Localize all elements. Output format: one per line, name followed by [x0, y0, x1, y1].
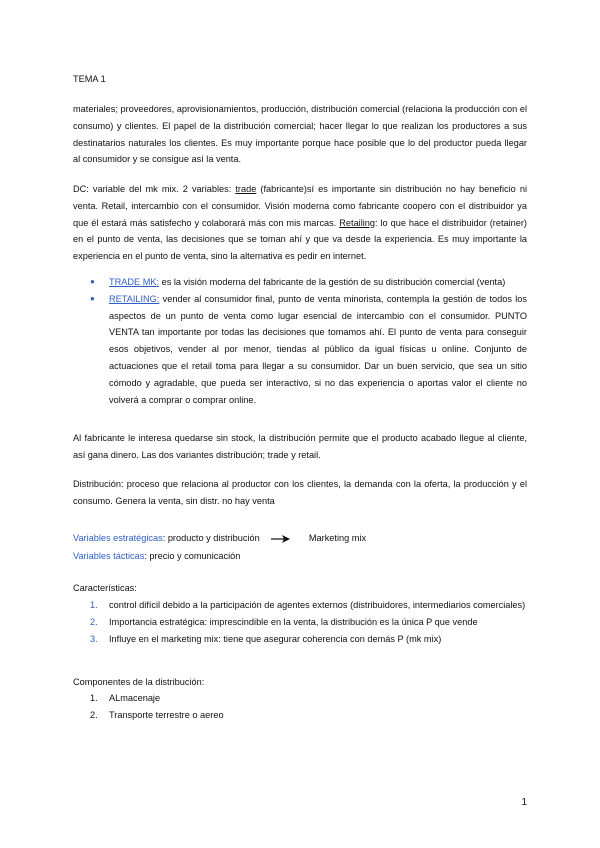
variables-estrategicas-text: : producto y distribución [162, 533, 260, 543]
dc-paragraph [73, 181, 527, 265]
componentes-heading: Componentes de la distribución: [73, 677, 205, 687]
list-item [73, 597, 527, 614]
bullet-text: vender al consumidor final, punto de venta minorista, contempla la gestión de todos los aspectos de un punto de venta como lugar esencial de intercambio con el consumidor. PUNTO VENTA tan importante por todas las decisiones que tomamos ahí. El punto de venta para conseguir esos objetivos, vender al por menor, tiendas al público da igual físicas u online. Conjunto de actuaciones que el retail toma para llegar a su consumidor. Dar un buen servicio, que sea un sitio cómodo y agradable, que pueda ser interactivo, si no das experiencia o aportas valor el cliente no volverá a comprar o comprar online. [109, 293, 527, 405]
list-item [73, 707, 527, 724]
variables-tacticas-label: Variables tácticas [73, 551, 145, 561]
bullet-item-trade-mk [73, 274, 527, 291]
caracteristicas-list [73, 597, 527, 647]
list-number: 1. [90, 600, 98, 610]
variables-estrategicas-line [73, 530, 527, 547]
intro-paragraph: materiales; proveedores, aprovisionamientos, producción, distribución comercial (relaciona la producción con el consumo) y clientes. El papel de la distribución comercial; hacer llegar lo que realizan los productores a sus destinatarios naturales los clientes. Es muy importante porque hace posible que lo del productor pueda llegar al consumidor y se consigue así la venta. [73, 104, 527, 165]
list-text: control difícil debido a la participación de agentes externos (distribuidores, intermediarios comerciales) [109, 600, 526, 610]
componentes-list [73, 690, 527, 724]
fabricante-paragraph: Al fabricante le interesa quedarse sin stock, la distribución permite que el producto acabado llegue al cliente, así gana dinero. Las dos variantes distribución; trade y retail. [73, 433, 527, 460]
caracteristicas-heading: Características: [73, 583, 137, 593]
bullet-dot-icon: ● [90, 277, 95, 286]
list-text: Importancia estratégica: imprescindible en la venta, la distribución es la única P que vende [109, 616, 478, 627]
list-item [73, 690, 527, 707]
marketing-mix-label: Marketing mix [308, 533, 367, 543]
list-text: Influye en el marketing mix: tiene que asegurar coherencia con demás P (mk mix) [109, 633, 442, 644]
list-item [73, 631, 527, 648]
bullet-list [73, 274, 527, 408]
page-number: 1 [521, 797, 527, 808]
bullet-item-retailing [73, 291, 527, 409]
distribucion-paragraph: Distribución: proceso que relaciona al productor con los clientes, la demanda con la oferta, la producción y el consumo. Genera la venta, sin distr. no hay venta [73, 479, 527, 506]
variables-estrategicas-label: Variables estratégicas [73, 533, 163, 543]
bullet-dot-icon: ● [90, 293, 95, 303]
list-number: 2. [90, 616, 98, 627]
retailing-term: Retailing [339, 217, 376, 228]
list-number: 3. [90, 633, 98, 644]
arrow-right-icon [270, 534, 292, 544]
retailing-link[interactable]: RETAILING: [109, 293, 160, 304]
variables-tacticas-text: : precio y comunicación [144, 551, 241, 561]
page-title: TEMA 1 [73, 74, 106, 84]
dc-text-3: : lo que hace el distribuidor (retainer) en el punto de venta, las decisiones que se toman ahí y que va desde la experiencia. Es muy importante la experiencia en el punto de venta, sino la alternativa es pedir en internet. [73, 217, 527, 262]
list-text: Transporte terrestre o aereo [109, 709, 224, 720]
dc-text-1: DC: variable del mk mix. 2 variables: [73, 184, 236, 194]
dc-text-2: (fabricante)sí es importante sin distribución no hay beneficio ni venta. Retail, intercambio con el consumidor. Visión moderna como fabricante coopero con el distribuidor ya que él estará más satisfecho y colaborará más con mis marcas. [73, 184, 527, 228]
list-item [73, 614, 527, 631]
trade-term: trade [235, 184, 257, 194]
list-number: 2. [90, 709, 98, 720]
list-text: ALmacenaje [109, 693, 161, 703]
variables-tacticas-line [73, 548, 527, 565]
list-number: 1. [90, 693, 98, 703]
bullet-text: es la visión moderna del fabricante de la gestión de su distribución comercial (venta) [159, 277, 506, 287]
trade-mk-link[interactable]: TRADE MK: [109, 277, 160, 287]
